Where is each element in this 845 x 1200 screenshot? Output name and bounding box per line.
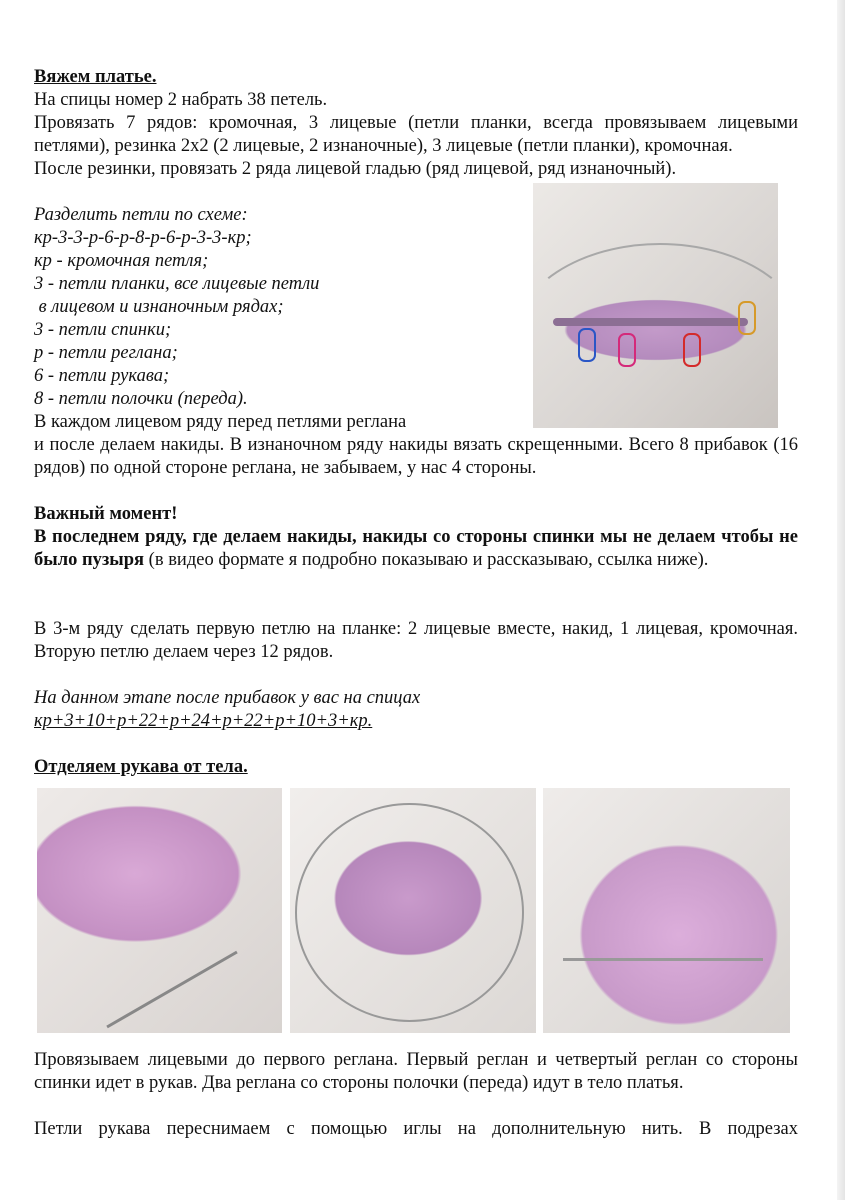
needle-icon [553, 318, 748, 326]
important-bold-text: В последнем ряду, где делаем накиды, накиды со стороны спинки мы не делаем чтобы не было пузыря [34, 527, 798, 570]
scheme-line: в лицевом и изнаночным рядах; [34, 297, 284, 317]
rows-instruction-text: Провязать 7 рядов: кромочная, 3 лицевые (петли планки, всегда провязываем лицевыми петлями), резинка 2х2 (2 лицевые, 2 изнаночные), 3 лицевые (петли планки), кромочная. [34, 113, 798, 156]
stitch-marker-icon [578, 328, 596, 362]
photo-yoke-with-markers [533, 183, 778, 428]
scheme-line: 6 - петли рукава; [34, 366, 170, 386]
needle-icon [563, 958, 763, 961]
scheme-line: кр-3-3-р-6-р-8-р-6-р-3-3-кр; [34, 228, 252, 248]
important-title: Важный момент! [34, 504, 178, 524]
stitch-marker-icon [683, 333, 701, 367]
row3-text: В 3-м ряду сделать первую петлю на планке: 2 лицевые вместе, накид, 1 лицевая, кромочная. Вторую петлю делаем через 12 рядов. [34, 619, 798, 662]
stage-formula: кр+3+10+р+22+р+24+р+22+р+10+3+кр. [34, 711, 373, 731]
section-title-sleeves: Отделяем рукава от тела. [34, 757, 248, 777]
scheme-line: 3 - петли спинки; [34, 320, 172, 340]
stitch-marker-icon [618, 333, 636, 367]
sleeve-stitches-text: Петли рукава переснимаем с помощью иглы на дополнительную нить. В подрезах [34, 1119, 798, 1139]
needle-icon [106, 951, 237, 1029]
scheme-line: р - петли реглана; [34, 343, 178, 363]
stitch-marker-icon [738, 301, 756, 335]
scheme-line: кр - кромочная петля; [34, 251, 209, 271]
knit-to-raglan-text: Провязываем лицевыми до первого реглана. Первый реглан и четвертый реглан со стороны спинки идет в рукав. Два реглана со стороны полочки (переда) идут в тело платья. [34, 1050, 798, 1093]
photo-sleeve-separation-1 [37, 788, 282, 1033]
photo-sleeve-separation-2 [290, 788, 536, 1033]
after-ribbing-text: После резинки, провязать 2 ряда лицевой гладью (ряд лицевой, ряд изнаночный). [34, 159, 677, 179]
photo-sleeve-separation-3 [543, 788, 790, 1033]
section-title-dress: Вяжем платье. [34, 67, 157, 87]
stage-text: На данном этапе после прибавок у вас на спицах [34, 688, 421, 708]
scheme-line: 8 - петли полочки (переда). [34, 389, 248, 409]
increase-text: и после делаем накиды. В изнаночном ряду накиды вязать скрещенными. Всего 8 прибавок (16 рядов) по одной стороне реглана, не забываем, у нас 4 стороны. [34, 435, 798, 478]
scheme-line: 3 - петли планки, все лицевые петли [34, 274, 320, 294]
scheme-line: Разделить петли по схеме: [34, 205, 248, 225]
important-text [34, 526, 798, 572]
cast-on-text: На спицы номер 2 набрать 38 петель. [34, 90, 328, 110]
page-edge-shadow [837, 0, 845, 1200]
important-note-text: (в видео формате я подробно показываю и рассказываю, ссылка ниже). [144, 550, 709, 570]
increase-text-start: В каждом лицевом ряду перед петлями реглана [34, 412, 407, 432]
